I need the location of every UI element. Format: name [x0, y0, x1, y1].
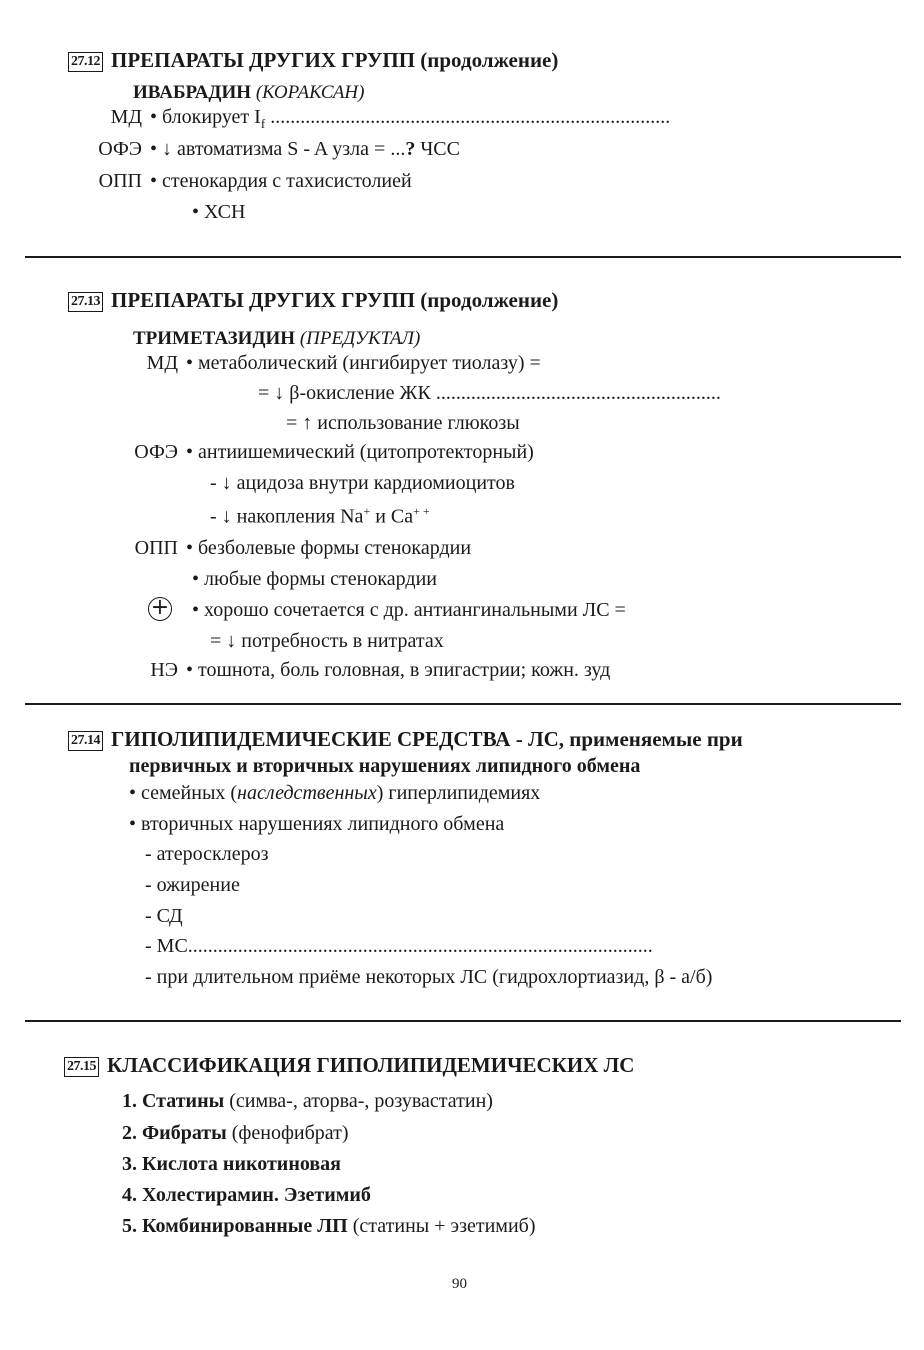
md-text: • метаболический (ингибирует тиолазу) =	[186, 352, 541, 374]
bullet-2: • вторичных нарушениях липидного обмена	[129, 813, 505, 835]
section-title: ПРЕПАРАТЫ ДРУГИХ ГРУПП	[111, 288, 416, 312]
list-item-bold: 5. Комбинированные ЛП	[122, 1215, 348, 1237]
section-title-line2: первичных и вторичных нарушениях липидного обмена	[129, 755, 641, 777]
section-27-13-heading	[68, 288, 558, 313]
ofe-text-a: - ↓ накопления Na	[210, 505, 364, 528]
drug-alt-name: (КОРАКСАН)	[255, 82, 365, 103]
ofe-line-2: - ↓ ацидоза внутри кардиомиоцитов	[210, 472, 515, 494]
ne-line	[120, 659, 610, 682]
superscript: + +	[413, 504, 430, 518]
md-subscript: f	[260, 116, 266, 131]
drug-alt-name: (ПРЕДУКТАЛ)	[299, 328, 421, 349]
list-item-text: (симва-, аторва-, розувастатин)	[224, 1090, 493, 1112]
section-number: 27.14	[68, 731, 103, 751]
section-title-rest: (продолжение)	[420, 48, 559, 72]
bullet-italic: наследственных	[237, 782, 377, 804]
ofe-line-3	[210, 504, 430, 529]
md-label: МД	[110, 106, 142, 128]
drug-name	[133, 82, 364, 104]
list-item	[122, 1215, 536, 1238]
opp-line-1	[82, 170, 412, 193]
superscript: +	[363, 504, 371, 518]
opp-line-2: • ХСН	[192, 201, 246, 223]
divider	[25, 703, 901, 705]
bullet-1	[129, 782, 540, 805]
list-item-text: (статины + эзетимиб)	[347, 1215, 536, 1237]
list-item-bold: 2. Фибраты	[122, 1122, 227, 1144]
list-item	[122, 1184, 371, 1207]
dash-item-2: - ожирение	[145, 874, 240, 896]
list-item-text: (фенофибрат)	[226, 1122, 349, 1144]
list-item	[122, 1122, 349, 1145]
md-text: • блокирует I	[150, 106, 261, 128]
dash-item-3: - СД	[145, 905, 183, 927]
page-number: 90	[452, 1276, 467, 1292]
section-number: 27.15	[64, 1057, 99, 1077]
opp-item: • стенокардия с тахисистолией	[150, 170, 412, 192]
list-item-bold: 3. Кислота никотиновая	[122, 1153, 341, 1175]
ofe-label: ОФЭ	[98, 138, 142, 160]
list-item-bold: 4. Холестирамин. Эзетимиб	[122, 1184, 371, 1206]
section-title: КЛАССИФИКАЦИЯ ГИПОЛИПИДЕМИЧЕСКИХ ЛС	[107, 1053, 635, 1077]
opp-label: ОПП	[134, 537, 178, 559]
md-line-2: = ↓ β-окисление ЖК .........................................................	[258, 382, 721, 404]
ofe-line	[82, 138, 460, 161]
ofe-text-b: и Ca	[370, 505, 414, 528]
opp-line-2: • любые формы стенокардии	[192, 568, 437, 590]
dash-item-5: - при длительном приёме некоторых ЛС (гидрохлортиазид, β - а/б)	[145, 966, 713, 988]
divider	[25, 1020, 901, 1022]
ofe-text: • антиишемический (цитопротекторный)	[186, 441, 534, 463]
plus-line-1: • хорошо сочетается с др. антиангинальными ЛС =	[192, 599, 626, 621]
md-line-1	[120, 352, 541, 375]
section-number: 27.13	[68, 292, 103, 312]
opp-item: • безболевые формы стенокардии	[186, 537, 472, 559]
list-item	[122, 1090, 493, 1113]
dash-item-1: - атеросклероз	[145, 843, 269, 865]
section-title-rest: (продолжение)	[420, 288, 559, 312]
drug-name	[133, 328, 420, 350]
section-title: ГИПОЛИПИДЕМИЧЕСКИЕ СРЕДСТВА	[111, 727, 511, 751]
md-dots: ................................................................................	[265, 106, 671, 128]
md-line-3: = ↑ использование глюкозы	[286, 412, 520, 434]
md-line	[82, 106, 670, 132]
drug-title: ИВАБРАДИН	[133, 82, 252, 103]
md-label: МД	[146, 352, 178, 374]
plus-circle-icon: +	[148, 597, 172, 621]
ne-text: • тошнота, боль головная, в эпигастрии; кожн. зуд	[186, 659, 611, 681]
section-27-14-heading	[68, 727, 743, 752]
ofe-end: ЧСС	[415, 138, 460, 160]
opp-line-1	[120, 537, 471, 560]
section-27-12-heading	[68, 48, 558, 73]
bullet-text-a: • семейных (	[129, 782, 238, 804]
divider	[25, 256, 901, 258]
ofe-text: • ↓ автоматизма S - A узла = ...	[150, 138, 406, 160]
section-title-rest: - ЛС, применяемые при	[510, 727, 743, 751]
drug-title: ТРИМЕТАЗИДИН	[133, 328, 296, 349]
ne-label: НЭ	[150, 659, 178, 681]
section-title: ПРЕПАРАТЫ ДРУГИХ ГРУПП	[111, 48, 416, 72]
ofe-question: ?	[405, 138, 416, 160]
section-number: 27.12	[68, 52, 103, 72]
opp-label: ОПП	[98, 170, 142, 192]
list-item-bold: 1. Статины	[122, 1090, 225, 1112]
bullet-text-b: ) гиперлипидемиях	[376, 782, 541, 804]
list-item	[122, 1153, 341, 1176]
dash-item-4: - МС.............................................................................................	[145, 935, 653, 957]
ofe-label: ОФЭ	[134, 441, 178, 463]
plus-line-2: = ↓ потребность в нитратах	[210, 630, 444, 652]
ofe-line-1	[120, 441, 534, 464]
section-27-15-heading	[64, 1053, 634, 1078]
